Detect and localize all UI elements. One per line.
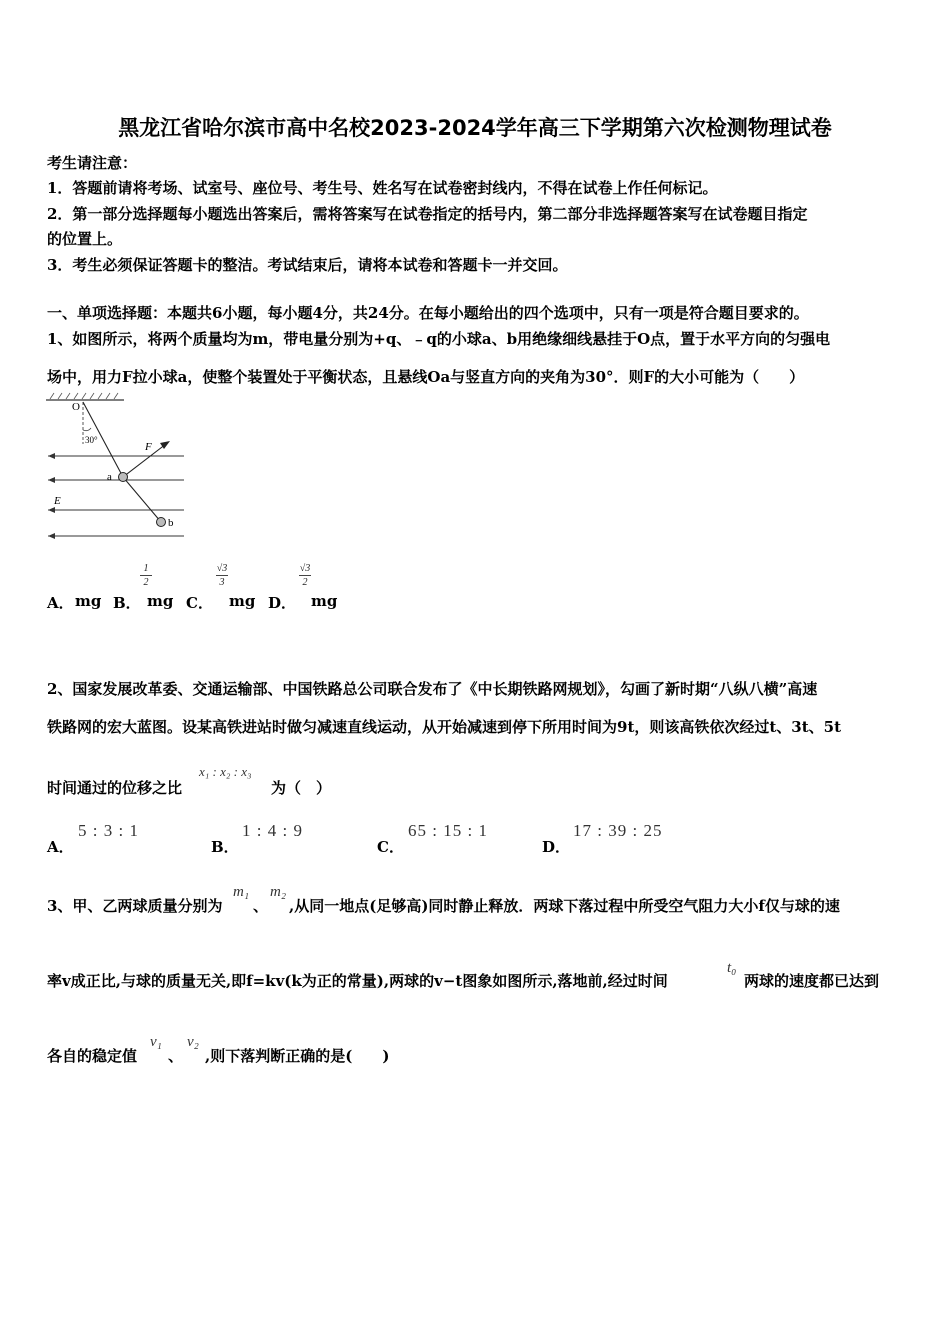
q2-option-c-value: 65 : 15 : 1 [408, 821, 488, 840]
q3-t0: t₀ [727, 960, 737, 976]
q2-line-3b: 为（ ） [271, 779, 332, 797]
q1-option-c-den: 3 [219, 577, 225, 588]
q1-option-b-text: mg [147, 592, 174, 610]
q1-line-2: 场中，用力F拉小球a，使整个装置处于平衡状态，且悬线Oa与竖直方向的夹角为30°．则F的大小可能为（ ） [47, 368, 805, 386]
q1-line-1: 1、如图所示，将两个质量均为m，带电量分别为+q、﹣q的小球a、b用绝缘细线悬挂于O点，置于水平方向的匀强电 [47, 330, 831, 348]
notice-item-2: 2．第一部分选择题每小题选出答案后，需将答案写在试卷指定的括号内，第二部分非选择题答案写在试卷题目指定 [47, 205, 808, 223]
q3-line-3b: ,则下落判断正确的是( ) [205, 1047, 390, 1065]
q1-figure [44, 392, 189, 542]
q1-option-a-label: A． [47, 594, 74, 612]
q1-option-c-label: C． [186, 594, 213, 612]
page-title: 黑龙江省哈尔滨市高中名校2023-2024学年高三下学期第六次检测物理试卷 [118, 116, 832, 140]
q2-line-3a: 时间通过的位移之比 [47, 779, 183, 797]
q2-option-c-label: C． [377, 838, 404, 856]
q2-option-a-label: A． [47, 838, 74, 856]
q1-option-c-fraction [213, 563, 231, 588]
notice-heading: 考生请注意： [47, 154, 138, 172]
label-angle: 30° [85, 435, 98, 445]
q3-v1: v₁ [150, 1034, 162, 1050]
label-e: E [54, 495, 61, 507]
q3-m1: m₁ [233, 884, 250, 900]
q1-option-d-num: √3 [299, 563, 311, 574]
q2-ratio: x₁ : x₂ : x₃ [199, 764, 252, 779]
q1-option-b-num: 1 [143, 563, 149, 574]
label-f: F [145, 441, 152, 453]
label-o: O [72, 401, 80, 413]
label-b: b [168, 517, 174, 529]
notice-item-3: 3．考生必须保证答题卡的整洁。考试结束后，请将本试卷和答题卡一并交回。 [47, 256, 568, 274]
q2-option-a-value: 5 : 3 : 1 [78, 821, 139, 840]
q1-option-a-text: mg [75, 592, 102, 610]
q1-option-c-num: √3 [216, 563, 228, 574]
q1-option-d-label: D． [268, 594, 297, 612]
q3-sep-1: 、 [253, 897, 269, 915]
notice-item-1: 1．答题前请将考场、试室号、座位号、考生号、姓名写在试卷密封线内，不得在试卷上作任何标记。 [47, 179, 718, 197]
q1-option-b-fraction [139, 563, 153, 588]
label-a: a [107, 471, 112, 483]
q3-line-1a: 3、甲、乙两球质量分别为 [47, 897, 223, 915]
notice-item-2-cont: 的位置上。 [47, 230, 123, 248]
q1-option-b-den: 2 [143, 577, 149, 588]
q2-option-b-label: B． [211, 838, 239, 856]
q1-option-d-fraction [296, 563, 314, 588]
q2-option-d-value: 17 : 39 : 25 [573, 821, 663, 840]
q3-line-2b: 两球的速度都已达到 [744, 972, 880, 990]
q2-line-1: 2、国家发展改革委、交通运输部、中国铁路总公司联合发布了《中长期铁路网规划》，勾画了新时期“八纵八横”高速 [47, 680, 818, 698]
q2-line-2: 铁路网的宏大蓝图。设某高铁进站时做匀减速直线运动，从开始减速到停下所用时间为9t，则该高铁依次经过t、3t、5t [47, 718, 842, 736]
q3-line-2a: 率v成正比,与球的质量无关,即f=kv(k为正的常量),两球的v−t图象如图所示,落地前,经过时间 [47, 972, 668, 990]
q3-sep-2: 、 [168, 1047, 184, 1065]
q3-line-1b: ,从同一地点(足够高)同时静止释放．两球下落过程中所受空气阻力大小f仅与球的速 [289, 897, 840, 915]
q3-line-3a: 各自的稳定值 [47, 1047, 138, 1065]
q3-m2: m₂ [270, 884, 287, 900]
section-heading: 一、单项选择题：本题共6小题，每小题4分，共24分。在每小题给出的四个选项中，只有一项是符合题目要求的。 [47, 304, 809, 322]
q2-option-b-value: 1 : 4 : 9 [242, 821, 303, 840]
q1-option-d-den: 2 [302, 577, 308, 588]
q3-v2: v₂ [187, 1034, 199, 1050]
q1-option-c-text: mg [229, 592, 256, 610]
q1-option-d-text: mg [311, 592, 338, 610]
q2-option-d-label: D． [542, 838, 571, 856]
q1-option-b-label: B． [113, 594, 141, 612]
